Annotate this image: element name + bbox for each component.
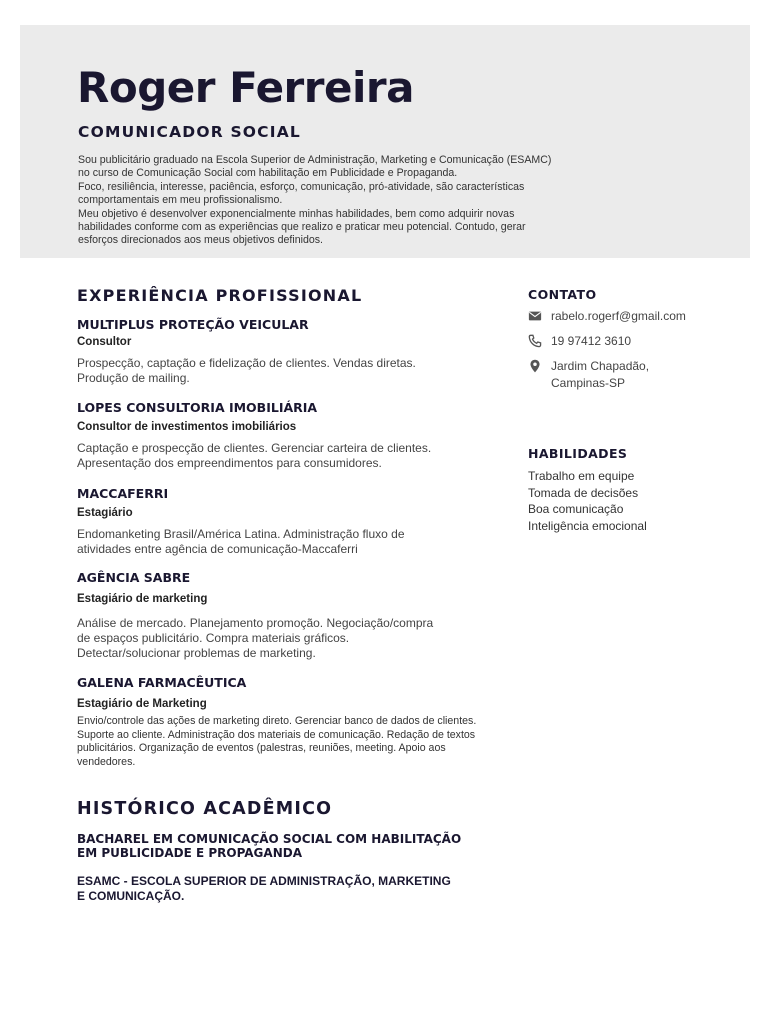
job-description: Prospecção, captação e fidelização de clientes. Vendas diretas. <box>77 356 416 370</box>
job-entry <box>77 317 517 386</box>
job-description: vendedores. <box>77 755 136 768</box>
job-role: Estagiário de Marketing <box>77 698 207 710</box>
experience-title: EXPERIÊNCIA PROFISSIONAL <box>77 286 363 305</box>
job-description: Apresentação dos empreendimentos para consumidores. <box>77 456 382 470</box>
education-school: E COMUNICAÇÃO. <box>77 888 185 903</box>
job-description: Detectar/solucionar problemas de marketing. <box>77 646 316 660</box>
job-company: LOPES CONSULTORIA IMOBILIÁRIA <box>77 400 318 415</box>
skill-item: Boa comunicação <box>528 502 624 516</box>
candidate-role: COMUNICADOR SOCIAL <box>78 123 302 141</box>
summary-line: esforços direcionados aos meus objetivos definidos. <box>78 234 323 247</box>
education-school: ESAMC - ESCOLA SUPERIOR DE ADMINISTRAÇÃO, MARKETING <box>77 874 451 888</box>
job-company: MACCAFERRI <box>77 486 169 501</box>
summary-line: Sou publicitário graduado na Escola Superior de Administração, Marketing e Comunicação (ESAMC) <box>78 154 552 166</box>
skill-item: Tomada de decisões <box>528 485 639 500</box>
job-description: publicitários. Organização de eventos (palestras, reuniões, meeting. Apoio aos <box>77 742 446 755</box>
summary-line: no curso de Comunicação Social com habilitação em Publicidade e Propaganda. <box>78 167 458 180</box>
job-description: atividades entre agência de comunicação-Maccaferri <box>77 542 358 556</box>
summary-line: habilidades conforme com as experiências que realizo e praticar meu potencial. Contudo, gerar <box>78 221 526 234</box>
job-description: Envio/controle das ações de marketing direto. Gerenciar banco de dados de clientes. <box>77 715 477 727</box>
job-entry <box>77 400 517 471</box>
header-banner <box>20 25 750 258</box>
job-description: Produção de mailing. <box>77 371 190 385</box>
phone-icon <box>528 334 542 348</box>
skill-item: Trabalho em equipe <box>528 469 635 483</box>
summary <box>78 154 678 248</box>
job-entry <box>77 675 517 769</box>
job-description: Análise de mercado. Planejamento promoção. Negociação/compra <box>77 616 434 630</box>
job-role: Estagiário de marketing <box>77 593 208 605</box>
contact-address <box>528 358 649 392</box>
job-entry <box>77 570 517 661</box>
skill-item: Inteligência emocional <box>528 518 647 533</box>
contact-email-text[interactable]: rabelo.rogerf@gmail.com <box>551 309 686 323</box>
mail-icon <box>528 309 542 323</box>
job-role: Estagiário <box>77 507 133 519</box>
skills-section <box>528 446 647 534</box>
job-description: Endomanketing Brasil/América Latina. Administração fluxo de <box>77 527 405 541</box>
job-role: Consultor <box>77 336 132 348</box>
job-company: AGÊNCIA SABRE <box>77 570 191 585</box>
contact-address-line: Campinas-SP <box>551 376 626 390</box>
job-company: GALENA FARMACÊUTICA <box>77 675 247 690</box>
job-role: Consultor de investimentos imobiliários <box>77 421 297 433</box>
education-section <box>77 799 517 903</box>
job-description: Captação e prospecção de clientes. Gerenciar carteira de clientes. <box>77 441 432 455</box>
candidate-name: Roger Ferreira <box>77 63 414 112</box>
job-description: de espaços publicitário. Compra materiais gráficos. <box>77 631 350 645</box>
education-degree: BACHAREL EM COMUNICAÇÃO SOCIAL COM HABILITAÇÃO <box>77 832 462 846</box>
contact-phone <box>528 333 631 350</box>
job-description: Suporte ao cliente. Administração dos materiais de comunicação. Redação de textos <box>77 728 476 741</box>
contact-address-line: Jardim Chapadão, <box>551 359 650 373</box>
location-pin-icon <box>528 359 542 373</box>
contact-email <box>528 308 686 325</box>
contact-phone-text[interactable]: 19 97412 3610 <box>551 334 632 348</box>
summary-line: Foco, resiliência, interesse, paciência, esforço, comunicação, pró-atividade, são características <box>78 180 525 193</box>
job-entry <box>77 486 517 557</box>
contact-title: CONTATO <box>528 287 597 302</box>
contact-address-lines <box>551 358 649 392</box>
education-degree: EM PUBLICIDADE E PROPAGANDA <box>77 845 302 860</box>
contact-section <box>528 287 596 302</box>
education-title: HISTÓRICO ACADÊMICO <box>77 799 333 819</box>
skills-title: HABILIDADES <box>528 446 628 461</box>
summary-line: Meu objetivo é desenvolver exponencialmente minhas habilidades, bem como adquirir novas <box>78 207 515 220</box>
job-company: MULTIPLUS PROTEÇÃO VEICULAR <box>77 317 309 332</box>
summary-line: comportamentais em meu profissionalismo. <box>78 194 283 207</box>
